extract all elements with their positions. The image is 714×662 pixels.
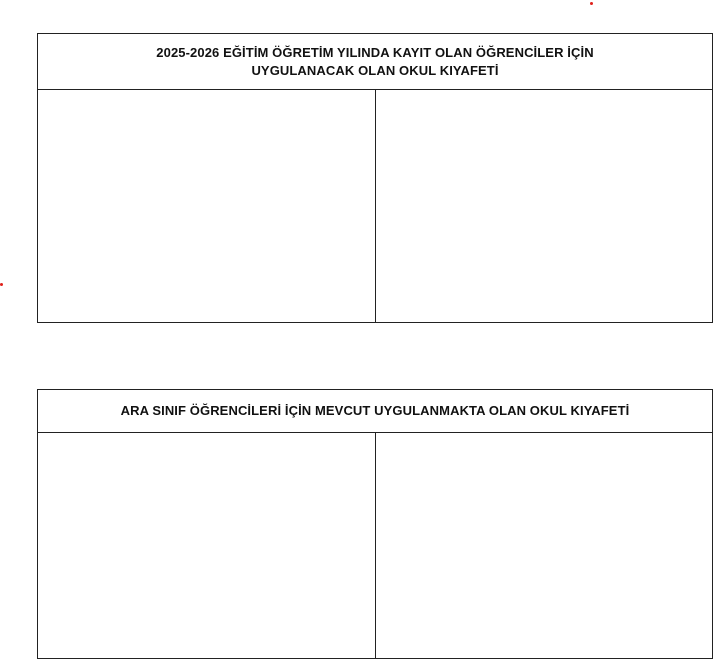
table-body-row (38, 433, 712, 658)
table-cell-right (376, 90, 712, 322)
current-students-uniform-table (37, 389, 713, 659)
table-cell-left (38, 433, 376, 658)
table-title-line-1: 2025-2026 EĞİTİM ÖĞRETİM YILINDA KAYIT OLAN ÖĞRENCİLER İÇİN (156, 44, 594, 60)
red-dot-marker (590, 2, 593, 5)
table-title-line-2: UYGULANACAK OLAN OKUL KIYAFETİ (251, 62, 499, 78)
table-header (38, 390, 712, 433)
table-cell-left (38, 90, 376, 322)
table-header (38, 34, 712, 90)
new-students-uniform-table (37, 33, 713, 323)
table-title-line-1: ARA SINIF ÖĞRENCİLERİ İÇİN MEVCUT UYGULANMAKTA OLAN OKUL KIYAFETİ (120, 403, 630, 418)
table-body-row (38, 90, 712, 322)
table-cell-right (376, 433, 712, 658)
red-dot-marker (0, 283, 3, 286)
